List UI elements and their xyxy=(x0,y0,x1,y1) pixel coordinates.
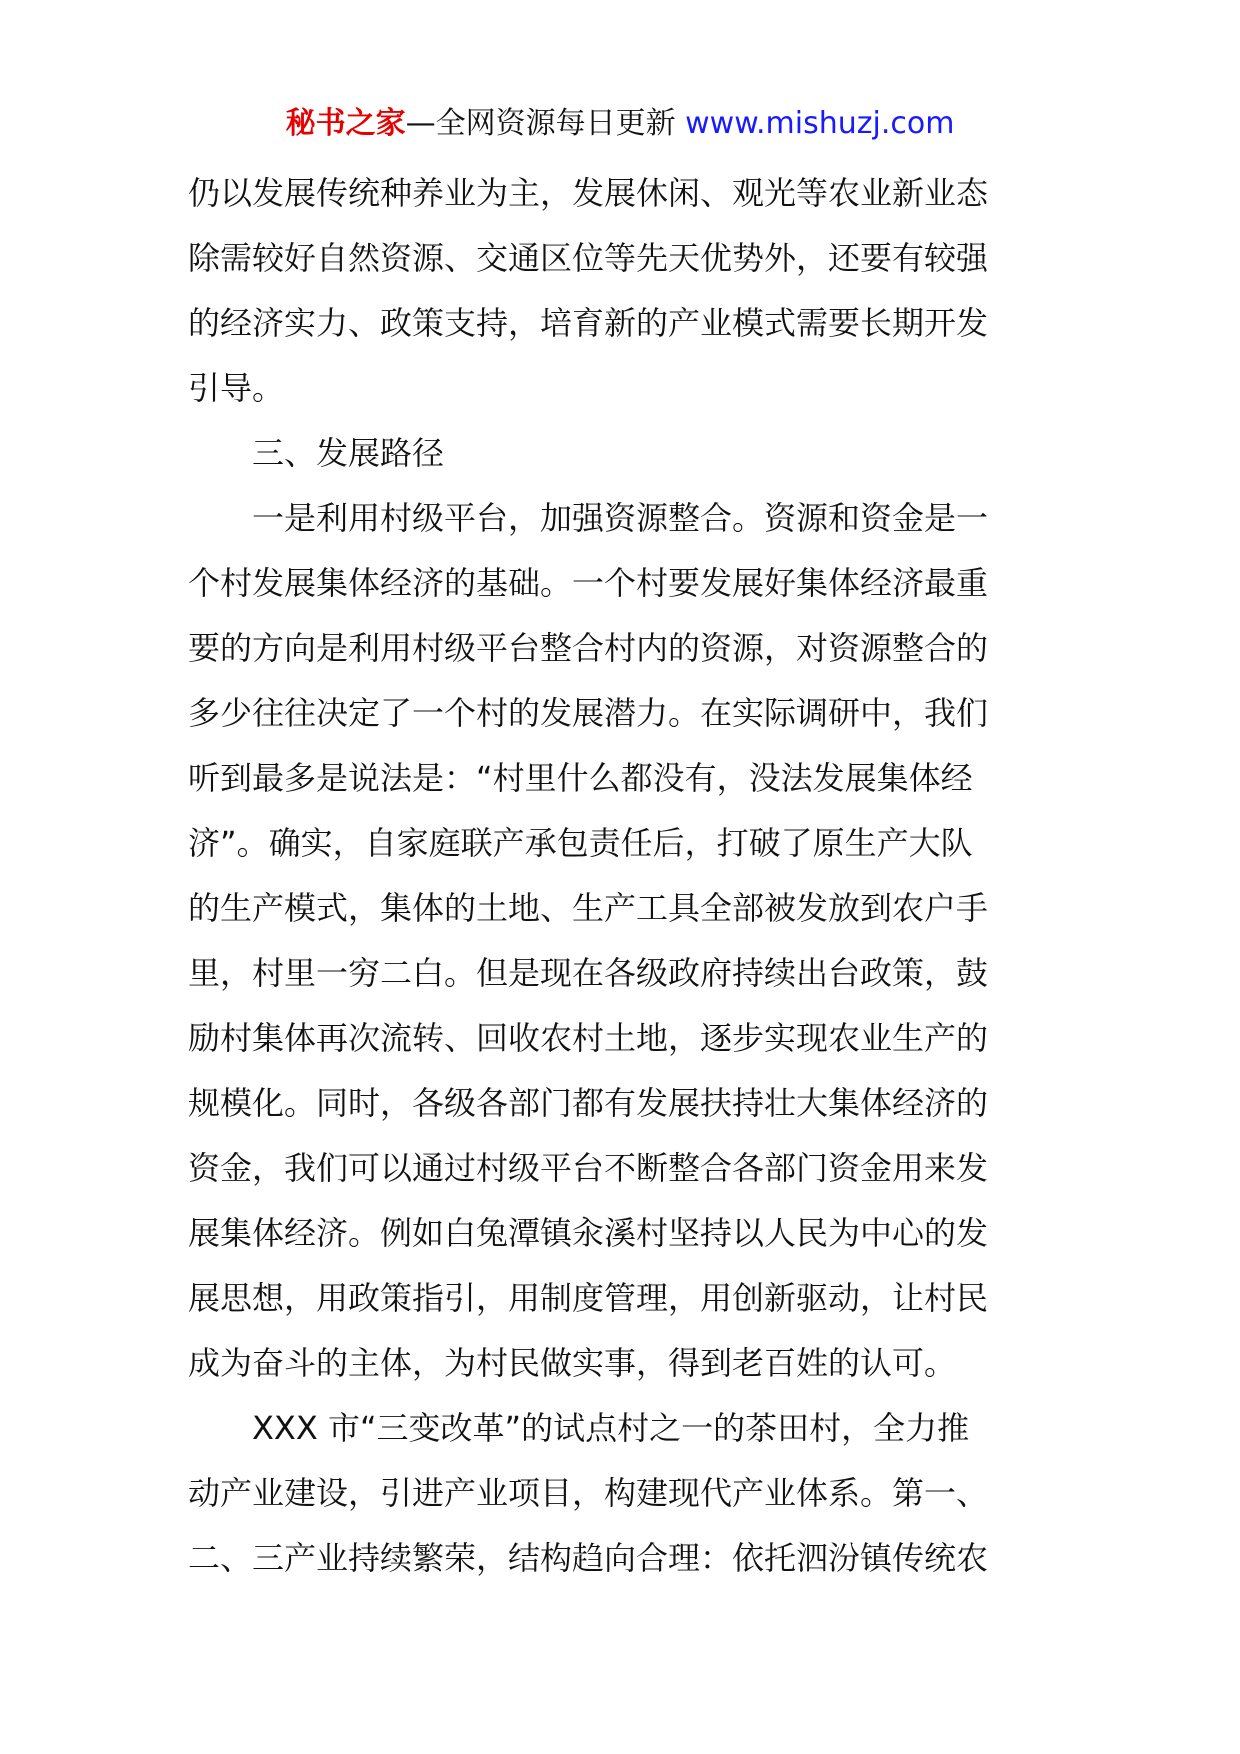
text-line: 听到最多是说法是：“村里什么都没有，没法发展集体经 xyxy=(188,759,973,797)
text-line: 资金，我们可以通过村级平台不断整合各部门资金用来发 xyxy=(188,1149,989,1187)
text-line: 动产业建设，引进产业项目，构建现代产业体系。第一、 xyxy=(188,1474,989,1512)
text-line: 励村集体再次流转、回收农村土地，逐步实现农业生产的 xyxy=(188,1019,989,1057)
text-line: 展思想，用政策指引，用制度管理，用创新驱动，让村民 xyxy=(188,1279,989,1317)
text-line: 一是利用村级平台，加强资源整合。资源和资金是一 xyxy=(252,499,989,537)
text-line: 要的方向是利用村级平台整合村内的资源，对资源整合的 xyxy=(188,629,989,667)
text-line: 的经济实力、政策支持，培育新的产业模式需要长期开发 xyxy=(188,304,989,342)
text-line: 的生产模式，集体的土地、生产工具全部被发放到农户手 xyxy=(188,889,989,927)
text-line: 里，村里一穷二白。但是现在各级政府持续出台政策，鼓 xyxy=(188,954,989,992)
text-line: 成为奋斗的主体，为村民做实事，得到老百姓的认可。 xyxy=(188,1344,957,1382)
text-line: 除需较好自然资源、交通区位等先天优势外，还要有较强 xyxy=(188,239,989,277)
text-line: 展集体经济。例如白兔潭镇汆溪村坚持以人民为中心的发 xyxy=(188,1214,989,1252)
text-line: 规模化。同时，各级各部门都有发展扶持壮大集体经济的 xyxy=(188,1084,989,1122)
text-line: 个村发展集体经济的基础。一个村要发展好集体经济最重 xyxy=(188,564,989,602)
text-line: 济”。确实，自家庭联产承包责任后，打破了原生产大队 xyxy=(188,824,973,862)
site-header xyxy=(0,100,1240,148)
text-line: XXX 市“三变改革”的试点村之一的茶田村，全力推 xyxy=(252,1409,970,1447)
text-line: 仍以发展传统种养业为主，发展休闲、观光等农业新业态 xyxy=(188,174,989,212)
site-brand: 秘书之家 xyxy=(285,106,406,141)
text-line: 引导。 xyxy=(188,369,285,407)
text-line: 二、三产业持续繁荣，结构趋向合理：依托泗汾镇传统农 xyxy=(188,1539,989,1577)
site-url[interactable]: www.mishuzj.com xyxy=(685,106,955,141)
document-body xyxy=(188,161,1060,1591)
section-heading: 三、发展路径 xyxy=(252,434,445,472)
site-slogan: —全网资源每日更新 xyxy=(405,106,686,141)
text-line: 多少往往决定了一个村的发展潜力。在实际调研中，我们 xyxy=(188,694,989,732)
